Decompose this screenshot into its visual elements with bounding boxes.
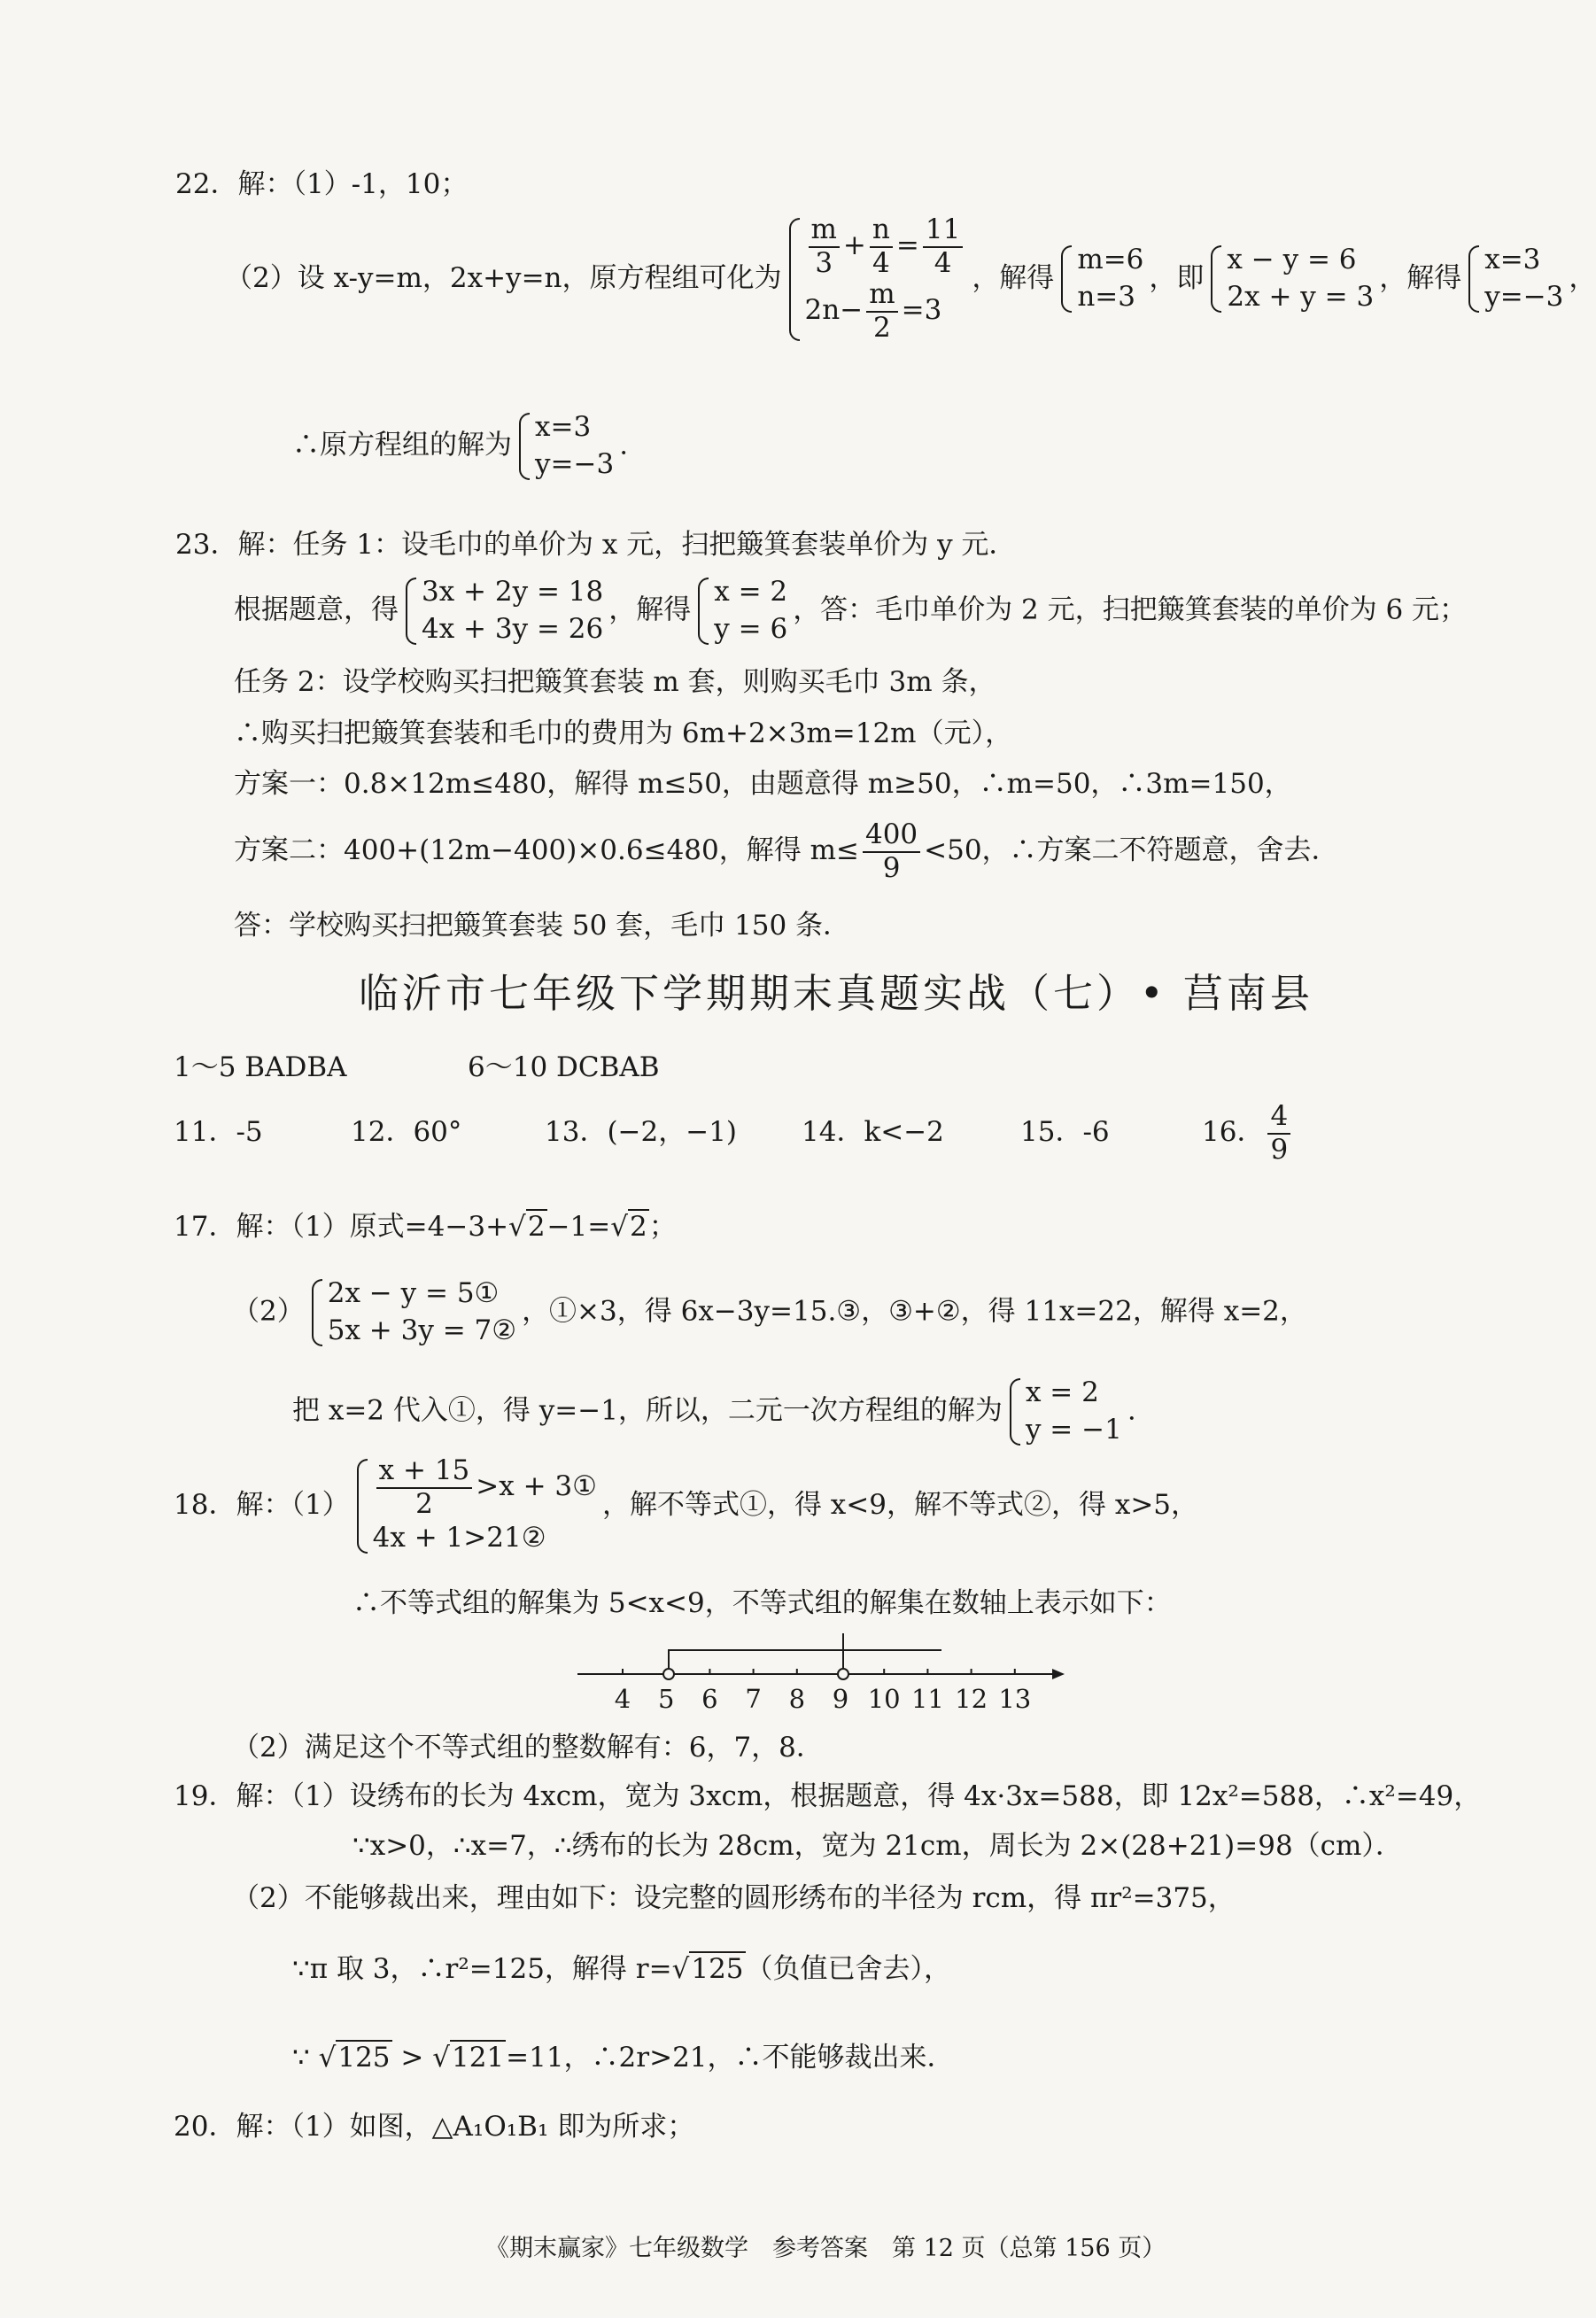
q20-line-1: 20．解：（1）如图，△A₁O₁B₁ 即为所求； xyxy=(174,2111,695,2143)
mc-answers-1: 1～5 BADBA xyxy=(174,1051,347,1083)
axis-tick-label: 4 xyxy=(614,1684,631,1714)
fill-13: 13．(−2，−1) xyxy=(545,1116,738,1148)
q22-system-4: x=3 y=−3 xyxy=(1467,242,1563,316)
q23-line-4: ∴购买扫把簸箕套装和毛巾的费用为 6m+2×3m=12m（元）， xyxy=(234,717,1013,749)
fraction: $\frac{400}{9}$ xyxy=(863,819,920,884)
q18-line-1: 18．解：（1） $\frac{x + 15}{2}$ >x + 3① 4x + 1>21② ，解不等式①，得 x<9，解不等式②，得 x>5， xyxy=(174,1455,1198,1557)
axis-tick-label: 8 xyxy=(788,1684,806,1714)
page-footer: 《期末赢家》七年级数学 参考答案 第 12 页（总第 156 页） xyxy=(485,2235,1166,2262)
q18-line-2: ∴不等式组的解集为 5<x<9，不等式组的解集在数轴上表示如下： xyxy=(353,1587,1172,1619)
number-line xyxy=(567,1630,1063,1718)
fill-11: 11．-5 xyxy=(174,1116,263,1148)
fill-16: 16． $\frac{4}{9}$ xyxy=(1202,1101,1294,1166)
q22-system-1: $\frac{m}{3}$ + $\frac{n}{4}$ = $\frac{11}{4}$ 2n− $\frac{m}{2}$ =3 xyxy=(787,214,967,345)
q23-line-3: 任务 2：设学校购买扫把簸箕套装 m 套，则购买毛巾 3m 条， xyxy=(234,666,996,698)
fraction: $\frac{x + 15}{2}$ xyxy=(376,1455,473,1520)
open-circle-5 xyxy=(663,1669,674,1679)
fill-15: 15．-6 xyxy=(1020,1116,1110,1148)
q22-line-1: 22．解：（1）-1，10； xyxy=(175,168,469,200)
axis-tick-label: 12 xyxy=(955,1684,988,1714)
number-line-arrow xyxy=(1052,1669,1065,1679)
q22-system-2: m=6 n=3 xyxy=(1059,242,1143,316)
q17-line-1: 17．解：（1）原式=4−3+√2−1=√2； xyxy=(174,1211,677,1243)
q22-line-3: ∴原方程组的解为 x=3 y=−3 . xyxy=(292,409,628,484)
q17-system-2: x = 2 y = −1 xyxy=(1008,1375,1122,1449)
q23-line-7: 答：学校购买扫把簸箕套装 50 套，毛巾 150 条． xyxy=(234,910,851,942)
q22-system-5: x=3 y=−3 xyxy=(517,409,614,484)
q19-line-5: ∵ √125 > √121=11，∴2r>21，∴不能够裁出来． xyxy=(292,2042,955,2074)
q23-system-2: x = 2 y = 6 xyxy=(696,574,787,648)
q23-system-1: 3x + 2y = 18 4x + 3y = 26 xyxy=(404,574,603,648)
q18-line-3: （2）满足这个不等式组的整数解有：6，7，8． xyxy=(232,1732,824,1764)
q23-line-2: 根据题意，得 3x + 2y = 18 4x + 3y = 26 ，解得 x = 2 y = 6 ，答：毛巾单价为 2 元，扫把簸箕套装的单价为 6 元； xyxy=(234,574,1467,648)
q17-system-1: 2x − y = 5① 5x + 3y = 7② xyxy=(310,1275,516,1350)
fill-12: 12．60° xyxy=(351,1116,462,1148)
fraction: $\frac{m}{3}$ xyxy=(809,214,840,279)
q22-system-3: x − y = 6 2x + y = 3 xyxy=(1209,242,1374,316)
axis-tick-label: 13 xyxy=(998,1684,1032,1714)
open-circle-9 xyxy=(838,1669,848,1679)
fill-14: 14．k<−2 xyxy=(802,1116,944,1148)
axis-tick-label: 9 xyxy=(832,1684,849,1714)
q23-line-6: 方案二：400+(12m−400)×0.6≤480，解得 m≤ $\frac{400}{9}$ <50，∴方案二不符题意，舍去． xyxy=(234,818,1339,884)
fraction: $\frac{11}{4}$ xyxy=(923,214,963,279)
q23-line-5: 方案一：0.8×12m≤480，解得 m≤50，由题意得 m≥50，∴m=50，∴3m=150， xyxy=(234,768,1292,800)
axis-tick-label: 5 xyxy=(657,1684,675,1714)
fraction: $\frac{n}{4}$ xyxy=(870,214,893,279)
axis-tick-label: 7 xyxy=(745,1684,762,1714)
section-title: 临沂市七年级下学期期末真题实战（七）• 莒南县 xyxy=(359,970,1313,1017)
q18-system-1: $\frac{x + 15}{2}$ >x + 3① 4x + 1>21② xyxy=(355,1455,597,1557)
mc-answers-2: 6～10 DCBAB xyxy=(468,1051,660,1083)
fraction: $\frac{4}{9}$ xyxy=(1267,1101,1290,1166)
axis-tick-label: 10 xyxy=(867,1684,901,1714)
q19-line-1: 19．解：（1）设绣布的长为 4xcm，宽为 3xcm，根据题意，得 4x·3x=588，即 12x²=588，∴x²=49， xyxy=(174,1780,1482,1812)
q23-line-1: 23．解：任务 1：设毛巾的单价为 x 元，扫把簸箕套装单价为 y 元． xyxy=(175,529,1017,561)
axis-tick-label: 11 xyxy=(910,1684,944,1714)
q19-line-4: ∵π 取 3，∴r²=125，解得 r=√125（负值已舍去）， xyxy=(292,1953,952,1985)
q22-text: （2）设 x-y=m，2x+y=n，原方程组可化为 xyxy=(225,261,782,294)
q19-line-2: ∵x>0，∴x=7，∴绣布的长为 28cm，宽为 21cm，周长为 2×(28+21)=98（cm）． xyxy=(353,1830,1403,1862)
axis-tick-label: 6 xyxy=(701,1684,718,1714)
q19-line-3: （2）不能够裁出来，理由如下：设完整的圆形绣布的半径为 rcm，得 πr²=375， xyxy=(232,1882,1236,1914)
solution-bracket xyxy=(669,1650,843,1669)
q17-line-3: 把 x=2 代入①，得 y=−1，所以，二元一次方程组的解为 x = 2 y = −1 . xyxy=(292,1375,1136,1449)
q17-line-2: （2） 2x − y = 5① 5x + 3y = 7② ，①×3，得 6x−3y=15.③，③+②，得 11x=22，解得 x=2， xyxy=(232,1275,1307,1350)
fraction: $\frac{m}{2}$ xyxy=(866,279,897,344)
q22-line-2: （2）设 x-y=m，2x+y=n，原方程组可化为 $\frac{m}{3}$ + $\frac{n}{4}$ = $\frac{11}{4}$ 2n− $\frac{m}{2}$ =3 ，解得 m=6 n=3 ，即 x − y = 6 2x + y = 3 ，解得 x=3 y=−3 ， xyxy=(225,213,1596,344)
